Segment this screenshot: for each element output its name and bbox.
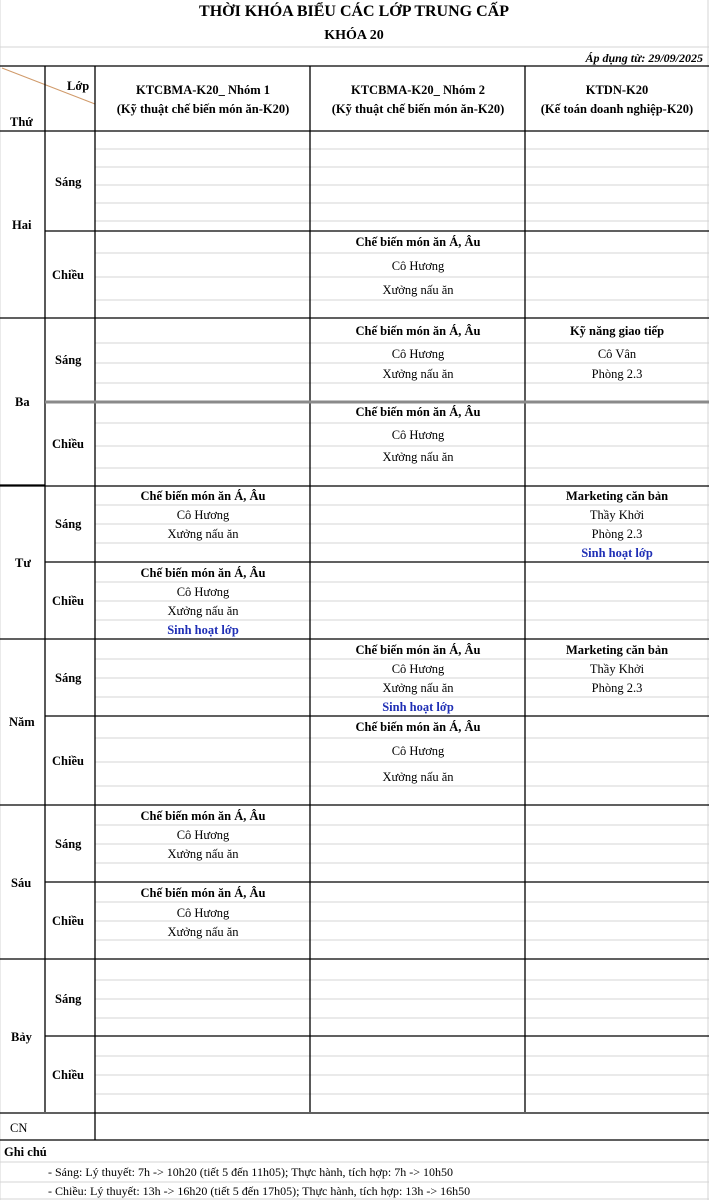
class-name-3: (Kế toán doanh nghiệp-K20) bbox=[540, 102, 694, 116]
class-code-1: KTCBMA-K20_ Nhóm 1 bbox=[135, 83, 271, 97]
day-label-hai: Hai bbox=[12, 218, 32, 232]
corner-class-label: Lớp bbox=[67, 79, 90, 93]
entry-teacher: Cô Hương bbox=[176, 906, 230, 920]
session-label: Sáng bbox=[55, 353, 82, 367]
session-label: Sáng bbox=[55, 992, 82, 1006]
entry-note: Sinh hoạt lớp bbox=[167, 623, 239, 637]
entry-room: Xưởng nấu ăn bbox=[167, 604, 239, 618]
entry-note: Sinh hoạt lớp bbox=[382, 700, 454, 714]
entry-note: Sinh hoạt lớp bbox=[581, 546, 653, 560]
notes-label: Ghi chú bbox=[4, 1145, 47, 1159]
entry-subject: Marketing căn bản bbox=[565, 643, 669, 657]
entry-teacher: Cô Hương bbox=[391, 744, 445, 758]
entry-teacher: Cô Hương bbox=[176, 585, 230, 599]
entry-subject: Chế biến món ăn Á, Âu bbox=[140, 809, 266, 823]
session-label: Sáng bbox=[55, 517, 82, 531]
entry-subject: Chế biến món ăn Á, Âu bbox=[355, 720, 481, 734]
day-label-bay: Bảy bbox=[11, 1030, 32, 1044]
entry-teacher: Cô Hương bbox=[176, 828, 230, 842]
entry-subject: Chế biến món ăn Á, Âu bbox=[140, 886, 266, 900]
entry-teacher: Thầy Khởi bbox=[589, 508, 645, 522]
entry-subject: Chế biến món ăn Á, Âu bbox=[355, 235, 481, 249]
entry-room: Phòng 2.3 bbox=[591, 367, 643, 381]
class-code-2: KTCBMA-K20_ Nhóm 2 bbox=[350, 83, 486, 97]
session-label: Sáng bbox=[55, 671, 82, 685]
entry-subject: Chế biến món ăn Á, Âu bbox=[355, 643, 481, 657]
session-label: Chiều bbox=[52, 1068, 84, 1082]
class-name-1: (Kỹ thuật chế biến món ăn-K20) bbox=[116, 102, 290, 116]
session-label: Chiều bbox=[52, 594, 84, 608]
entry-teacher: Cô Hương bbox=[391, 347, 445, 361]
entry-room: Phòng 2.3 bbox=[591, 681, 643, 695]
session-label: Chiều bbox=[52, 754, 84, 768]
entry-teacher: Cô Hương bbox=[391, 259, 445, 273]
entry-room: Xưởng nấu ăn bbox=[167, 925, 239, 939]
effective-date: Áp dụng từ: 29/09/2025 bbox=[585, 51, 703, 65]
entry-teacher: Cô Vân bbox=[597, 347, 637, 361]
entry-teacher: Cô Hương bbox=[391, 662, 445, 676]
day-label-cn: CN bbox=[10, 1121, 28, 1135]
day-label-tu: Tư bbox=[15, 556, 31, 570]
entry-room: Phòng 2.3 bbox=[591, 527, 643, 541]
entry-subject: Kỹ năng giao tiếp bbox=[569, 324, 665, 338]
session-label: Sáng bbox=[55, 175, 82, 189]
class-name-2: (Kỹ thuật chế biến món ăn-K20) bbox=[331, 102, 505, 116]
entry-room: Xưởng nấu ăn bbox=[382, 450, 454, 464]
session-label: Sáng bbox=[55, 837, 82, 851]
day-label-ba: Ba bbox=[15, 395, 30, 409]
day-label-sau: Sáu bbox=[11, 876, 32, 890]
entry-room: Xưởng nấu ăn bbox=[167, 527, 239, 541]
session-label: Chiều bbox=[52, 914, 84, 928]
entry-room: Xưởng nấu ăn bbox=[382, 283, 454, 297]
entry-room: Xưởng nấu ăn bbox=[382, 367, 454, 381]
session-label: Chiều bbox=[52, 437, 84, 451]
entry-teacher: Cô Hương bbox=[176, 508, 230, 522]
note-line-afternoon: - Chiều: Lý thuyết: 13h -> 16h20 (tiết 5 đến 17h05); Thực hành, tích hợp: 13h -> 16h50 bbox=[48, 1184, 471, 1198]
entry-teacher: Cô Hương bbox=[391, 428, 445, 442]
entry-room: Xưởng nấu ăn bbox=[382, 770, 454, 784]
note-line-morning: - Sáng: Lý thuyết: 7h -> 10h20 (tiết 5 đến 11h05); Thực hành, tích hợp: 7h -> 10h50 bbox=[48, 1165, 453, 1179]
entry-subject: Chế biến món ăn Á, Âu bbox=[140, 489, 266, 503]
entry-subject: Chế biến món ăn Á, Âu bbox=[355, 405, 481, 419]
session-label: Chiều bbox=[52, 268, 84, 282]
corner-day-label: Thứ bbox=[10, 115, 33, 129]
entry-room: Xưởng nấu ăn bbox=[382, 681, 454, 695]
page-title: THỜI KHÓA BIỂU CÁC LỚP TRUNG CẤP bbox=[199, 3, 509, 20]
entry-subject: Chế biến món ăn Á, Âu bbox=[355, 324, 481, 338]
entry-room: Xưởng nấu ăn bbox=[167, 847, 239, 861]
day-label-nam: Năm bbox=[9, 715, 35, 729]
entry-subject: Chế biến món ăn Á, Âu bbox=[140, 566, 266, 580]
entry-teacher: Thầy Khởi bbox=[589, 662, 645, 676]
page-subtitle: KHÓA 20 bbox=[324, 28, 384, 43]
entry-subject: Marketing căn bản bbox=[565, 489, 669, 503]
class-code-3: KTDN-K20 bbox=[585, 83, 649, 97]
